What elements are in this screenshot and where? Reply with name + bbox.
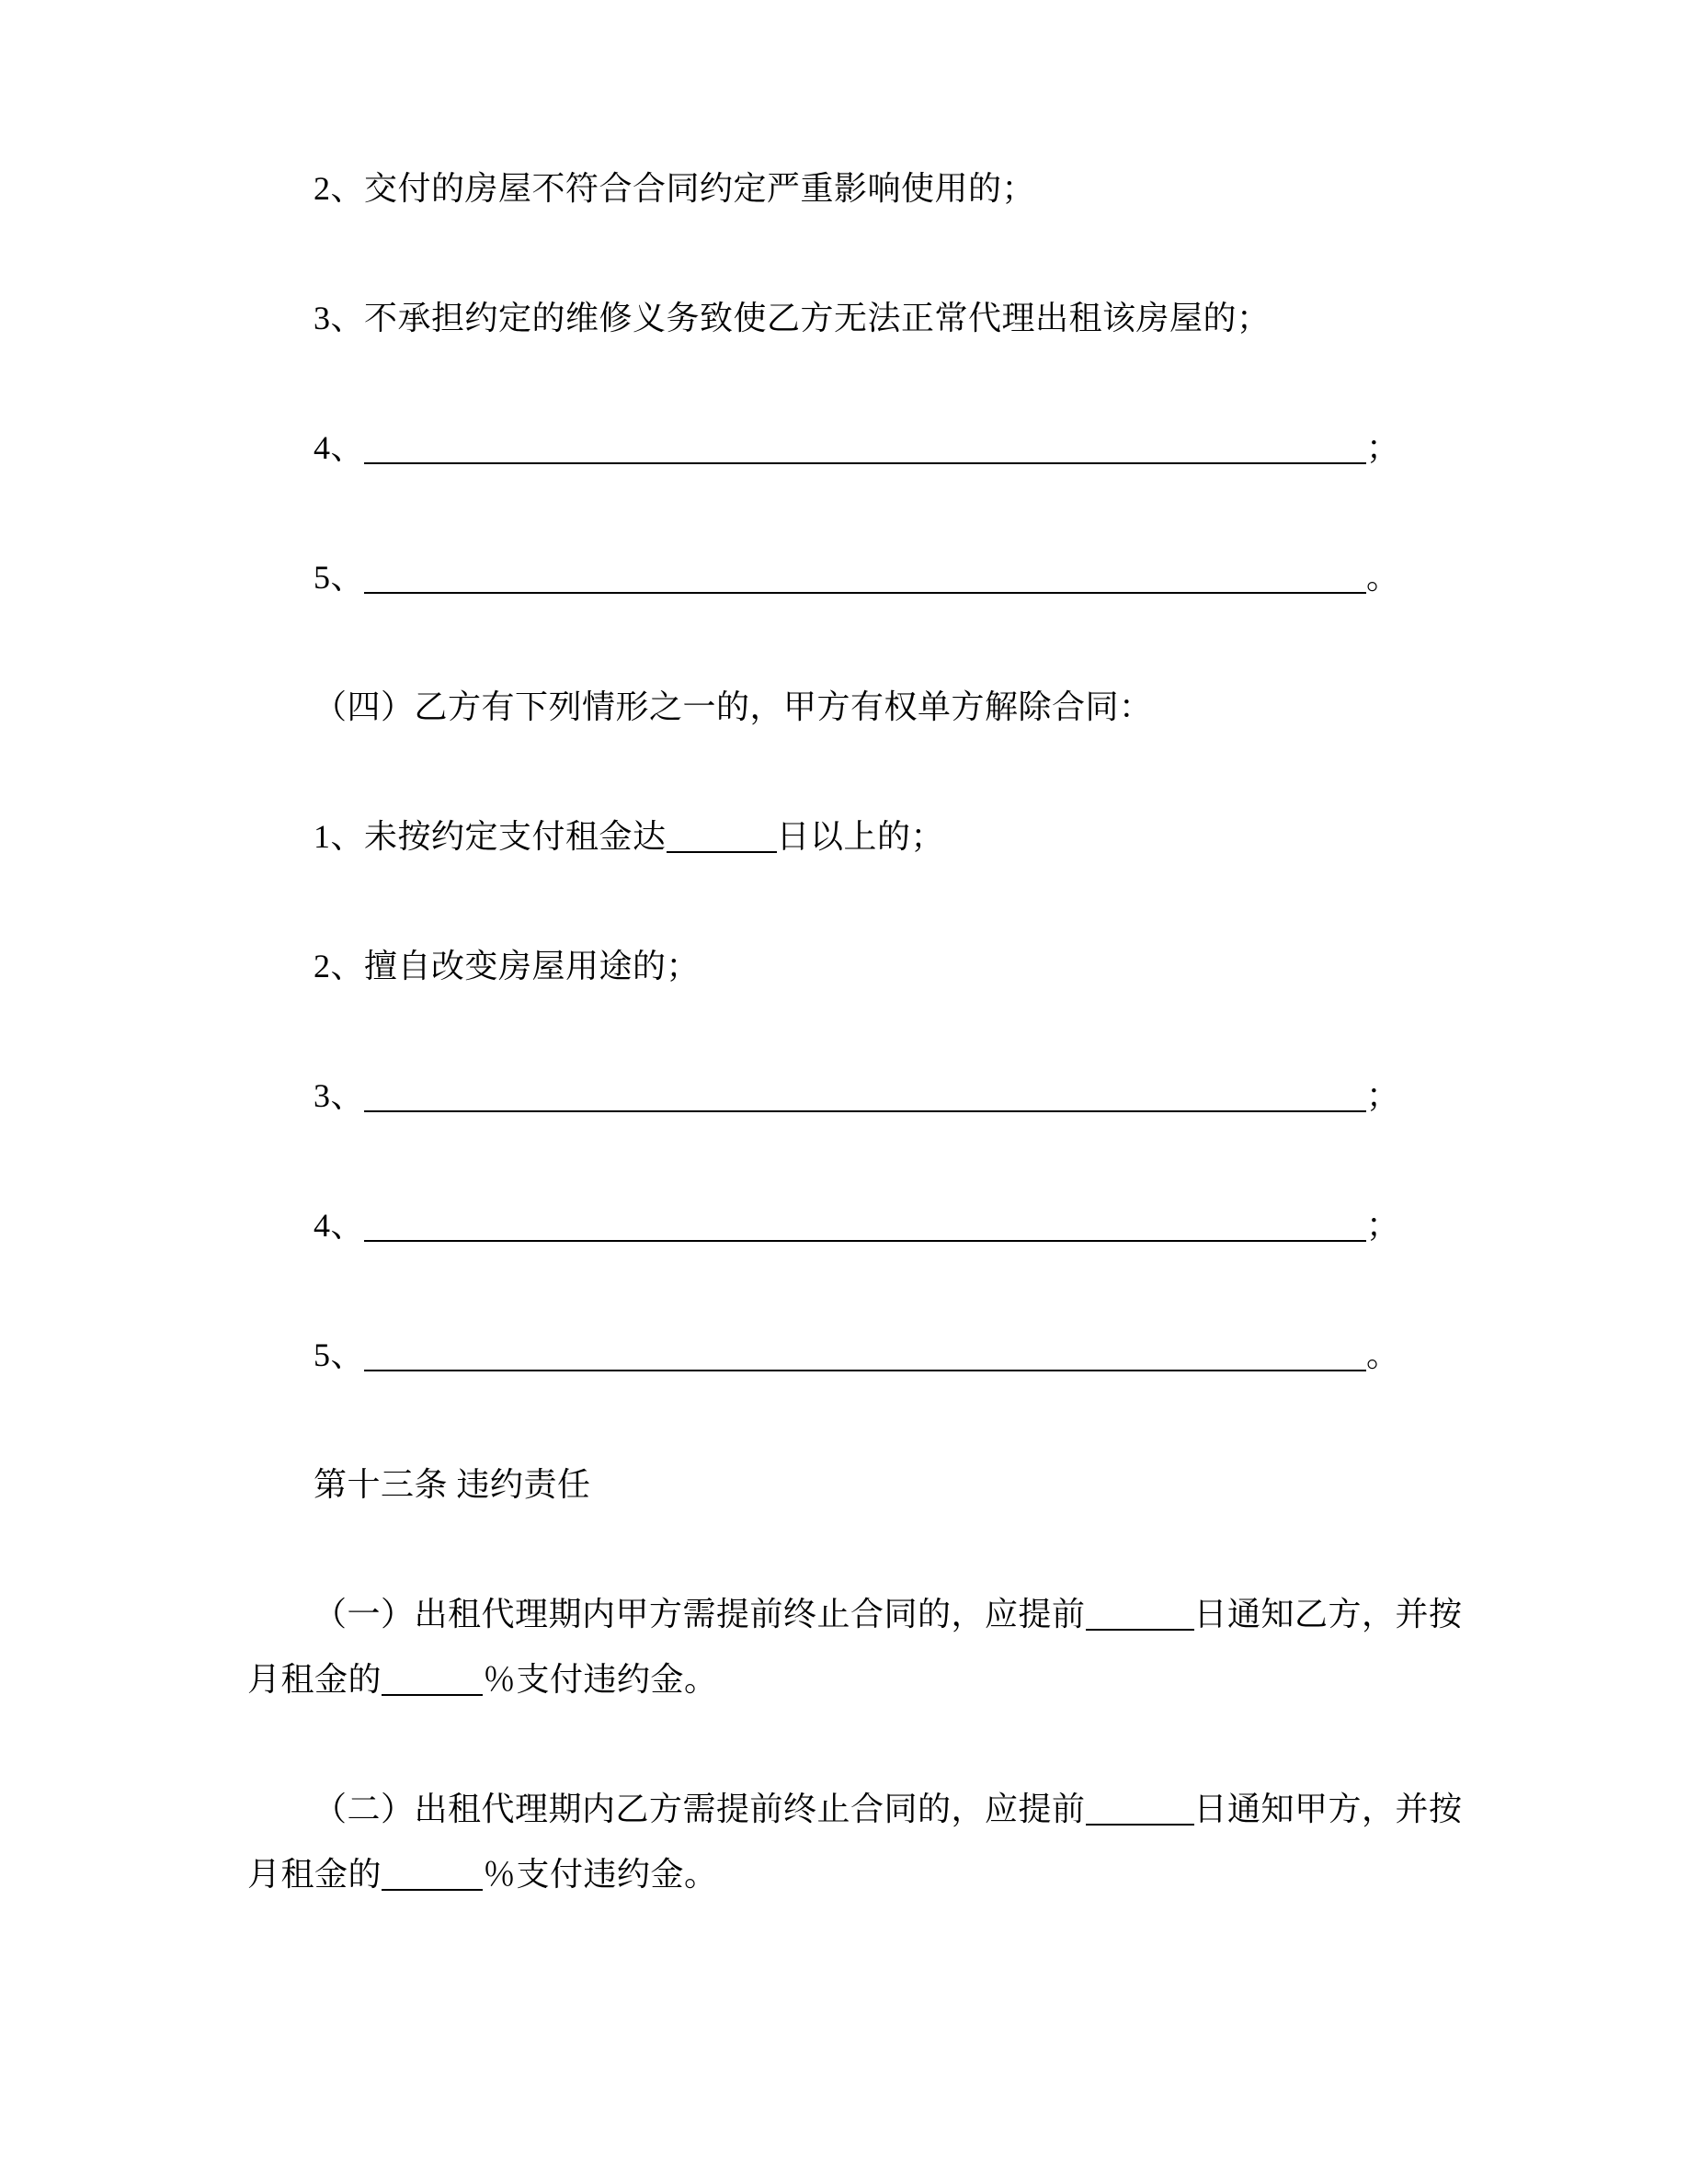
text-segment: （二）出租代理期内乙方需提前终止合同的，应提前 xyxy=(314,1791,1086,1827)
section-four-item-5-blank xyxy=(247,1323,1458,1388)
blank-fill-in-field xyxy=(1086,1814,1194,1826)
blank-fill-in-field xyxy=(364,453,1366,464)
text-segment: 2、交付的房屋不符合合同约定严重影响使用的； xyxy=(314,170,1036,207)
text-line xyxy=(247,675,1458,740)
text-segment: ； xyxy=(1366,429,1400,466)
clause-item-2 xyxy=(247,156,1458,222)
text-segment: （四）乙方有下列情形之一的，甲方有权单方解除合同： xyxy=(314,688,1153,725)
text-line xyxy=(247,1064,1458,1129)
text-segment: 3、 xyxy=(314,1077,365,1114)
text-segment: ； xyxy=(1366,1207,1400,1244)
section-four-heading xyxy=(247,675,1458,740)
text-line xyxy=(247,545,1458,610)
text-line xyxy=(247,1452,1458,1518)
text-segment: 1、未按约定支付租金达 xyxy=(314,818,667,855)
text-segment: ％支付违约金。 xyxy=(483,1661,718,1698)
text-line xyxy=(247,286,1458,351)
blank-fill-in-field xyxy=(1086,1620,1194,1631)
text-segment: 4、 xyxy=(314,429,365,466)
text-segment: ； xyxy=(1366,1077,1400,1114)
text-segment: 月租金的 xyxy=(247,1856,382,1893)
clause-item-5-blank xyxy=(247,545,1458,610)
text-segment: 4、 xyxy=(314,1207,365,1244)
article-thirteen-heading xyxy=(247,1452,1458,1518)
text-segment: 。 xyxy=(1366,559,1400,596)
text-line xyxy=(247,1842,1458,1907)
blank-fill-in-field xyxy=(364,1231,1366,1242)
article-thirteen-clause-2 xyxy=(247,1777,1463,1907)
document-body xyxy=(247,156,1463,1907)
text-line xyxy=(247,156,1458,222)
clause-item-3 xyxy=(247,286,1458,351)
text-segment: 日通知甲方，并按 xyxy=(1193,1791,1463,1827)
text-line xyxy=(247,934,1458,999)
section-four-item-4-blank xyxy=(247,1193,1458,1258)
text-segment: 月租金的 xyxy=(247,1661,382,1698)
blank-fill-in-field xyxy=(364,1360,1366,1371)
text-segment: 5、 xyxy=(314,559,365,596)
text-segment: 日通知乙方，并按 xyxy=(1193,1596,1463,1632)
blank-fill-in-field xyxy=(364,1101,1366,1112)
text-segment: 2、擅自改变房屋用途的； xyxy=(314,948,701,984)
blank-fill-in-field xyxy=(667,842,777,853)
clause-item-4-blank xyxy=(247,415,1458,481)
section-four-item-1 xyxy=(247,804,1458,870)
blank-fill-in-field xyxy=(382,1685,483,1696)
text-segment: 日以上的； xyxy=(776,818,945,855)
text-segment: （一）出租代理期内甲方需提前终止合同的，应提前 xyxy=(314,1596,1086,1632)
text-line xyxy=(247,1647,1458,1712)
section-four-item-2 xyxy=(247,934,1458,999)
blank-fill-in-field xyxy=(364,583,1366,594)
text-segment: 5、 xyxy=(314,1337,365,1373)
text-line xyxy=(247,804,1458,870)
text-line xyxy=(247,415,1458,481)
text-segment: 3、不承担约定的维修义务致使乙方无法正常代理出租该房屋的； xyxy=(314,300,1271,336)
text-line xyxy=(247,1193,1458,1258)
text-line xyxy=(247,1777,1463,1842)
section-four-item-3-blank xyxy=(247,1064,1458,1129)
text-segment: 。 xyxy=(1366,1337,1400,1373)
text-line xyxy=(247,1323,1458,1388)
article-thirteen-clause-1 xyxy=(247,1582,1463,1712)
text-segment: 第十三条 违约责任 xyxy=(314,1466,591,1503)
text-segment: ％支付违约金。 xyxy=(483,1856,718,1893)
text-line xyxy=(247,1582,1463,1647)
blank-fill-in-field xyxy=(382,1880,483,1891)
